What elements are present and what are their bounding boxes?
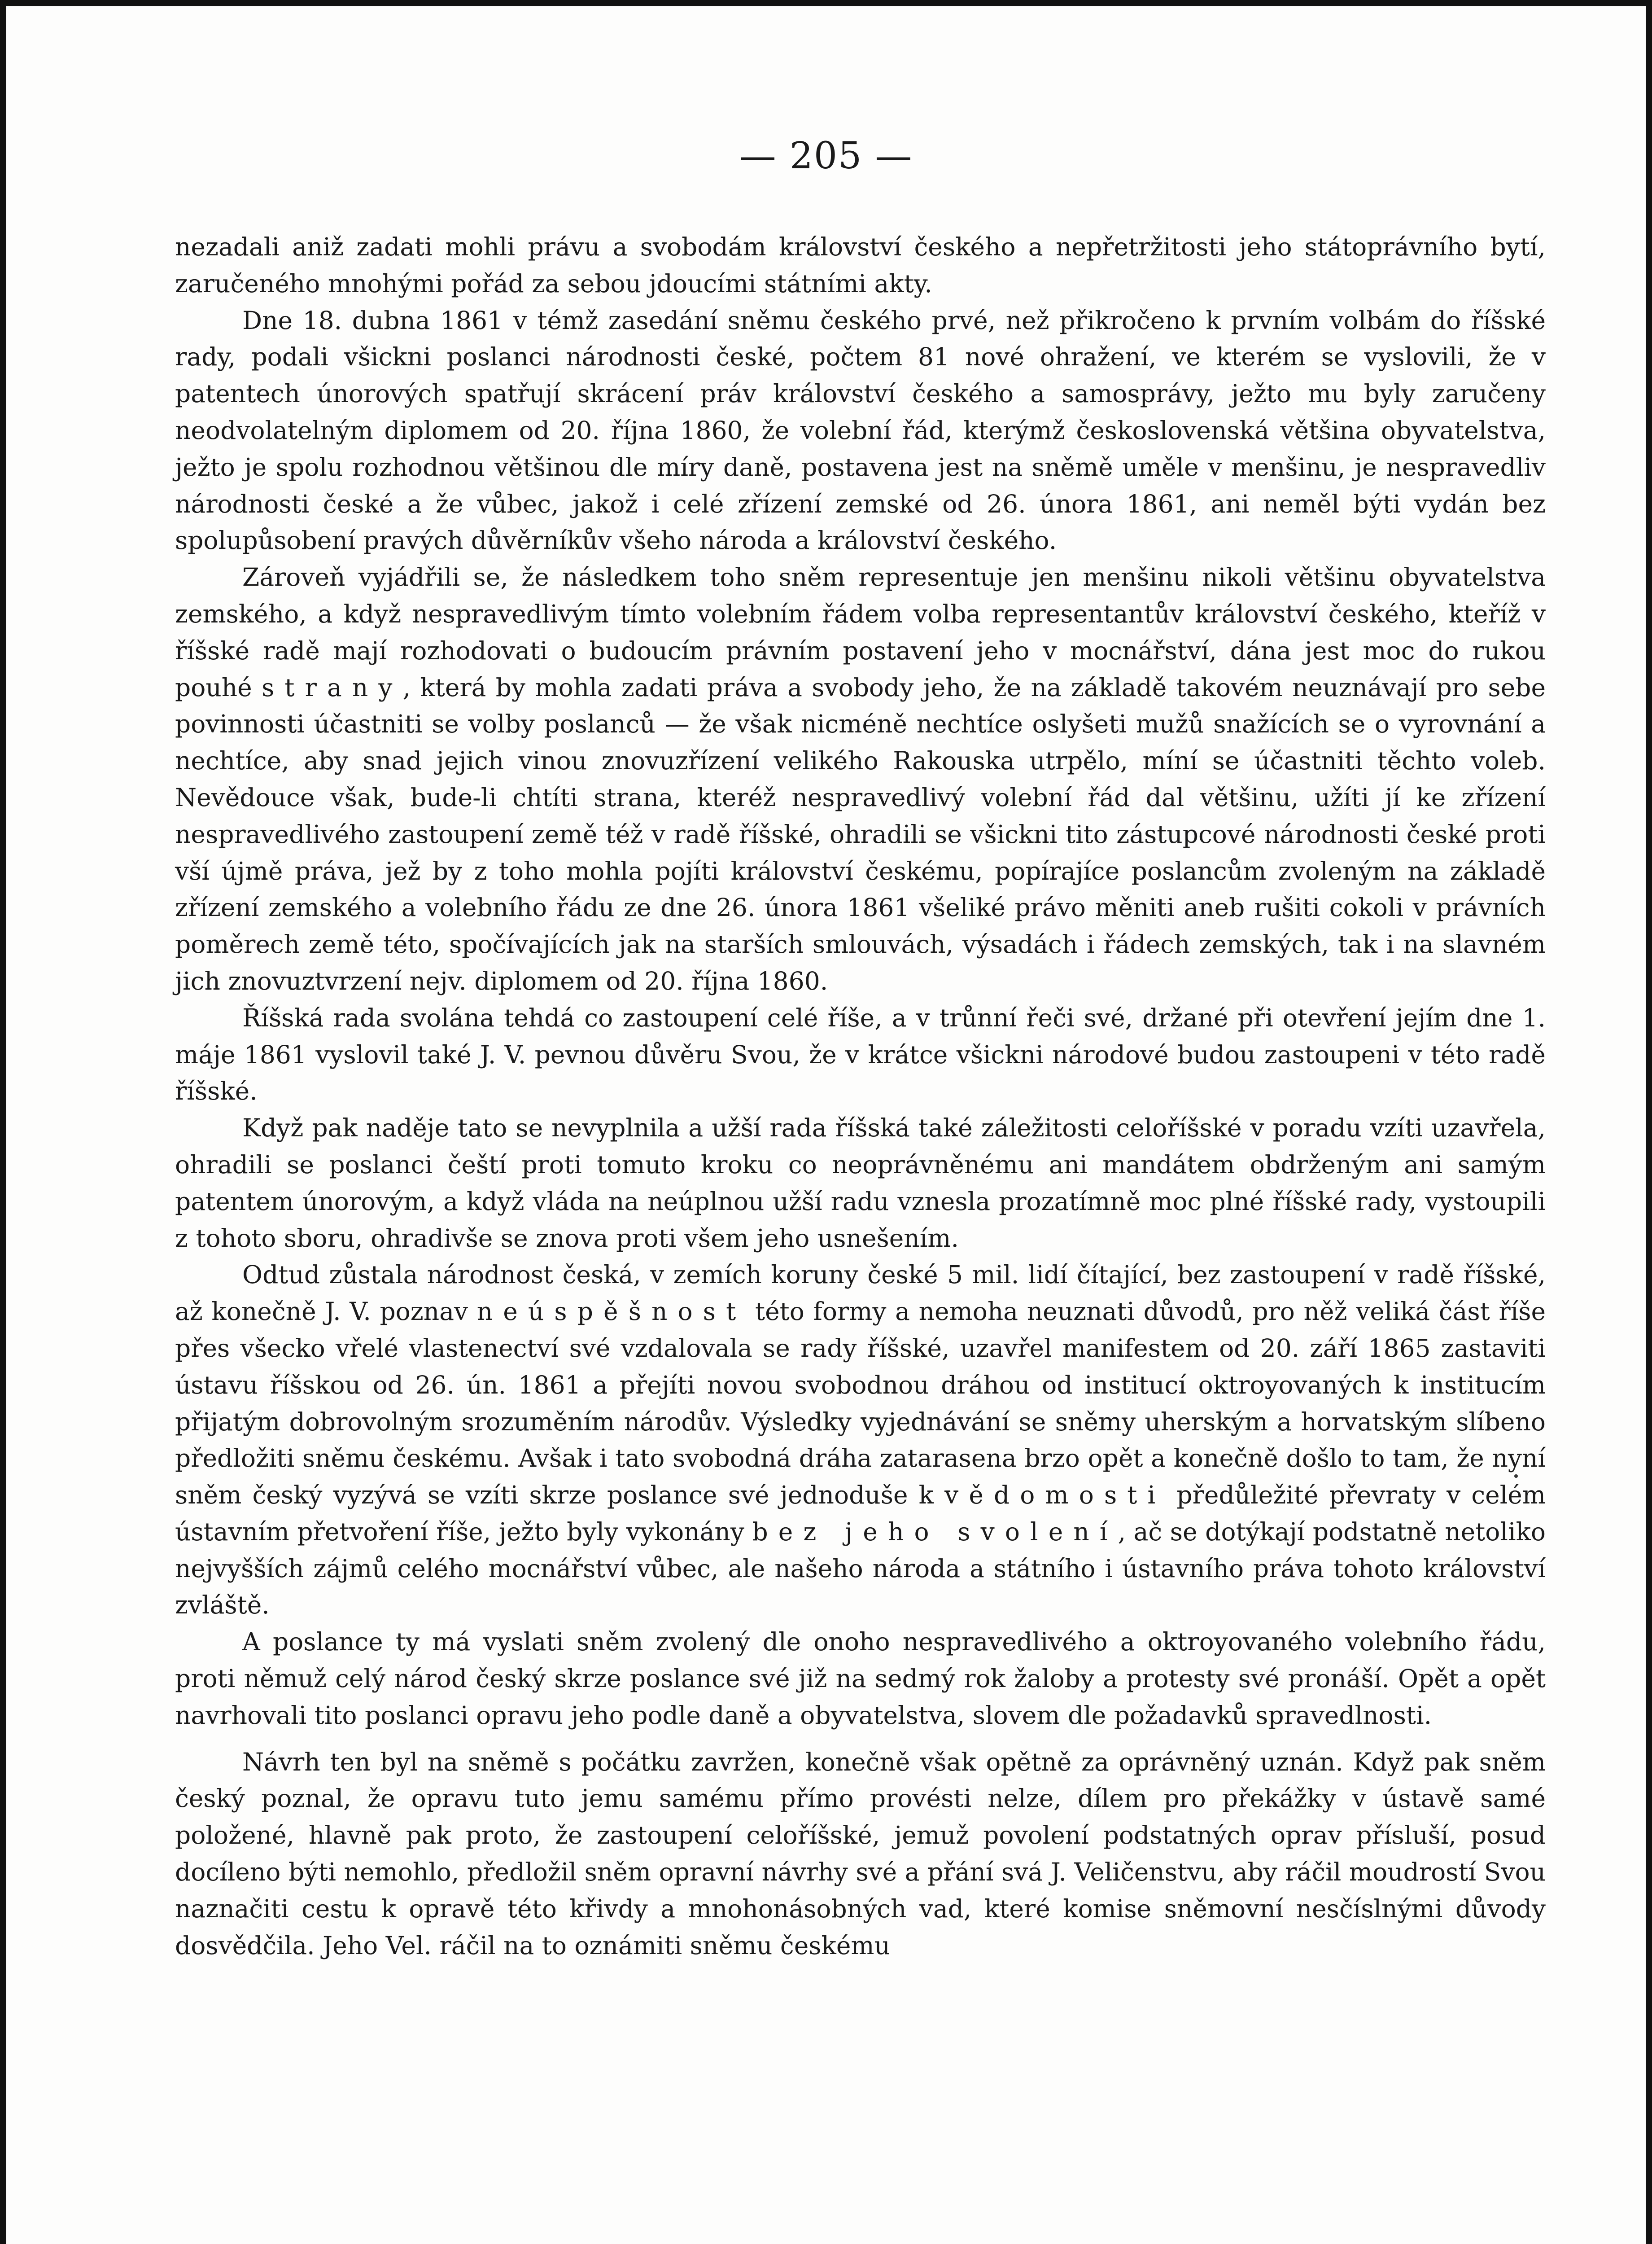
- text-run: , ač se dotýkají podstatně netoliko nejvyšších zájmů celého mocnářství vůbec, ale našeho národa a státního i ústavního práva tohoto království zvláště.: [175, 1517, 1546, 1620]
- paragraph: [175, 229, 1546, 302]
- text-run: Odtud zůstala národnost česká, v zemích koruny české 5 mil. lidí čítající, bez zastoupení v radě říšské, až konečně J. V. poznav: [175, 1260, 1546, 1326]
- text-run: A poslance ty má vyslati sněm zvolený dle onoho nespravedlivého a oktroyovaného volebního řádu, proti němuž celý národ český skrze poslance své již na sedmý rok žaloby a protesty své pronáší. Opět a opět navrhovali tito poslanci opravu jeho podle daně a obyvatelstva, slovem dle požadavků spravedlnosti.: [175, 1627, 1546, 1730]
- text-run: Návrh ten byl na sněmě s počátku zavržen, konečně však opětně za oprávněný uznán. Když pak sněm český poznal, že opravu tuto jemu samému přímo provésti nelze, dílem pro překážky v ústavě samé položené, hlavně pak proto, že zastoupení celoříšské, jemuž povolení podstatných oprav přísluší, posud docíleno býti nemohlo, předložil sněm opravní návrhy své a přání svá J. Veličenstvu, aby ráčil moudrostí Svou naznačiti cestu k opravě této křivdy a mnohonásobných vad, které komise sněmovní nesčíslnými důvody dosvědčila. Jeho Vel. ráčil na to oznámiti sněmu českému: [175, 1747, 1546, 1960]
- emphasis-text: strany: [262, 673, 403, 702]
- body-text: [175, 229, 1546, 1964]
- text-run: Dne 18. dubna 1861 v témž zasedání sněmu českého prvé, než přikročeno k prvním volbám do říšské rady, podali všickni poslanci národnosti české, počtem 81 nové ohražení, ve kterém se vyslovili, že v patentech únorových spatřují skrácení práv království českého a samosprávy, ježto mu byly zaručeny neodvolatelným diplomem od 20. října 1860, že volební řád, kterýmž československá většina obyvatelstva, ježto je spolu rozhodnou většinou dle míry daně, postavena jest na sněmě uměle v menšinu, je nespravedliv národnosti české a že vůbec, jakož i celé zřízení zemské od 26. února 1861, ani neměl býti vydán bez spolupůsobení pravých důvěrníkův všeho národa a království českého.: [175, 306, 1546, 555]
- emphasis-text: vědomosti: [944, 1481, 1166, 1510]
- text-run: , která by mohla zadati práva a svobody jeho, že na základě takovém neuznávají pro sebe povinnosti účastniti se volby poslanců — že však nicméně nechtíce oslyšeti mužů snažících se o vyrovnání a nechtíce, aby snad jejich vinou znovuzřízení velikého Rakouska utrpělo, míní se účastniti těchto voleb. Nevědouce však, bude-li chtíti strana, kteréž nespravedlivý volební řád dal většinu, užíti jí ke zřízení nespravedlivého zastoupení země též v radě říšské, ohradili se všickni tito zástupcové národnosti české proti vší újmě práva, jež by z toho mohla pojíti království českému, popírajíce poslancům zvoleným na základě zřízení zemského a volebního řádu ze dne 26. února 1861 všeliké právo měniti aneb rušiti cokoli v právních poměrech země této, spočívajících jak na starších smlouvách, výsadách i řádech zemských, tak i na slavném jich znovuztvrzení nejv. diplomem od 20. října 1860.: [175, 673, 1546, 995]
- text-run: této formy a nemoha neuznati důvodů, pro něž veliká část říše přes všecko vřelé vlastenectví své vzdalovala se rady říšské, uzavřel manifestem od 20. září 1865 zastaviti ústavu říšskou od 26. ún. 1861 a přejíti novou svobodnou dráhou od institucí oktroyovaných k institucím přijatým dobrovolným srozuměním národův. Výsledky vyjednávání se sněmy uherským a horvatským slíbeno předložiti sněmu českému. Avšak i tato svobodná dráha zatarasena brzo opět a konečně došlo to tam, že nyní sněm český vyzývá se vzíti skrze poslance své jednoduše k: [175, 1297, 1546, 1510]
- paragraph: [175, 1624, 1546, 1734]
- text-run: předůležité převraty v celém ústavním přetvoření říše, ježto byly vykonány: [175, 1481, 1546, 1546]
- paragraph: [175, 1257, 1546, 1624]
- emphasis-text: bez jeho svolení: [752, 1517, 1118, 1546]
- paragraph: [175, 1110, 1546, 1257]
- paragraph: [175, 1000, 1546, 1110]
- paragraph: [175, 559, 1546, 1000]
- page-number: — 205 —: [739, 135, 913, 177]
- paragraph: [175, 1744, 1546, 1964]
- text-run: Když pak naděje tato se nevyplnila a užší rada říšská také záležitosti celoříšské v poradu vzíti uzavřela, ohradili se poslanci čeští proti tomuto kroku co neoprávněnému ani mandátem obdrženým ani samým patentem únorovým, a když vláda na neúplnou užší radu vznesla prozatímně moc plné říšské rady, vystoupili z tohoto sboru, ohradivše se znova proti všem jeho usnešením.: [175, 1113, 1546, 1253]
- paragraph: [175, 302, 1546, 560]
- text-run: nezadali aniž zadati mohli právu a svobodám království českého a nepřetržitosti jeho státoprávního bytí, zaručeného mnohými pořád za sebou jdoucími státními akty.: [175, 232, 1546, 298]
- ink-speck: [1514, 1474, 1518, 1478]
- text-run: Zároveň vyjádřili se, že následkem toho sněm representuje jen menšinu nikoli většinu obyvatelstva zemského, a když nespravedlivým tímto volebním řádem volba representantův království českého, kteříž v říšské radě mají rozhodovati o budoucím právním postavení jeho v mocnářství, dána jest moc do rukou pouhé: [175, 563, 1546, 702]
- text-run: Říšská rada svolána tehdá co zastoupení celé říše, a v trůnní řeči své, držané při otevření jejím dne 1. máje 1861 vyslovil také J. V. pevnou důvěru Svou, že v krátce všickni národové budou zastoupeni v této radě říšské.: [175, 1003, 1546, 1106]
- emphasis-text: neúspěšnost: [476, 1297, 747, 1326]
